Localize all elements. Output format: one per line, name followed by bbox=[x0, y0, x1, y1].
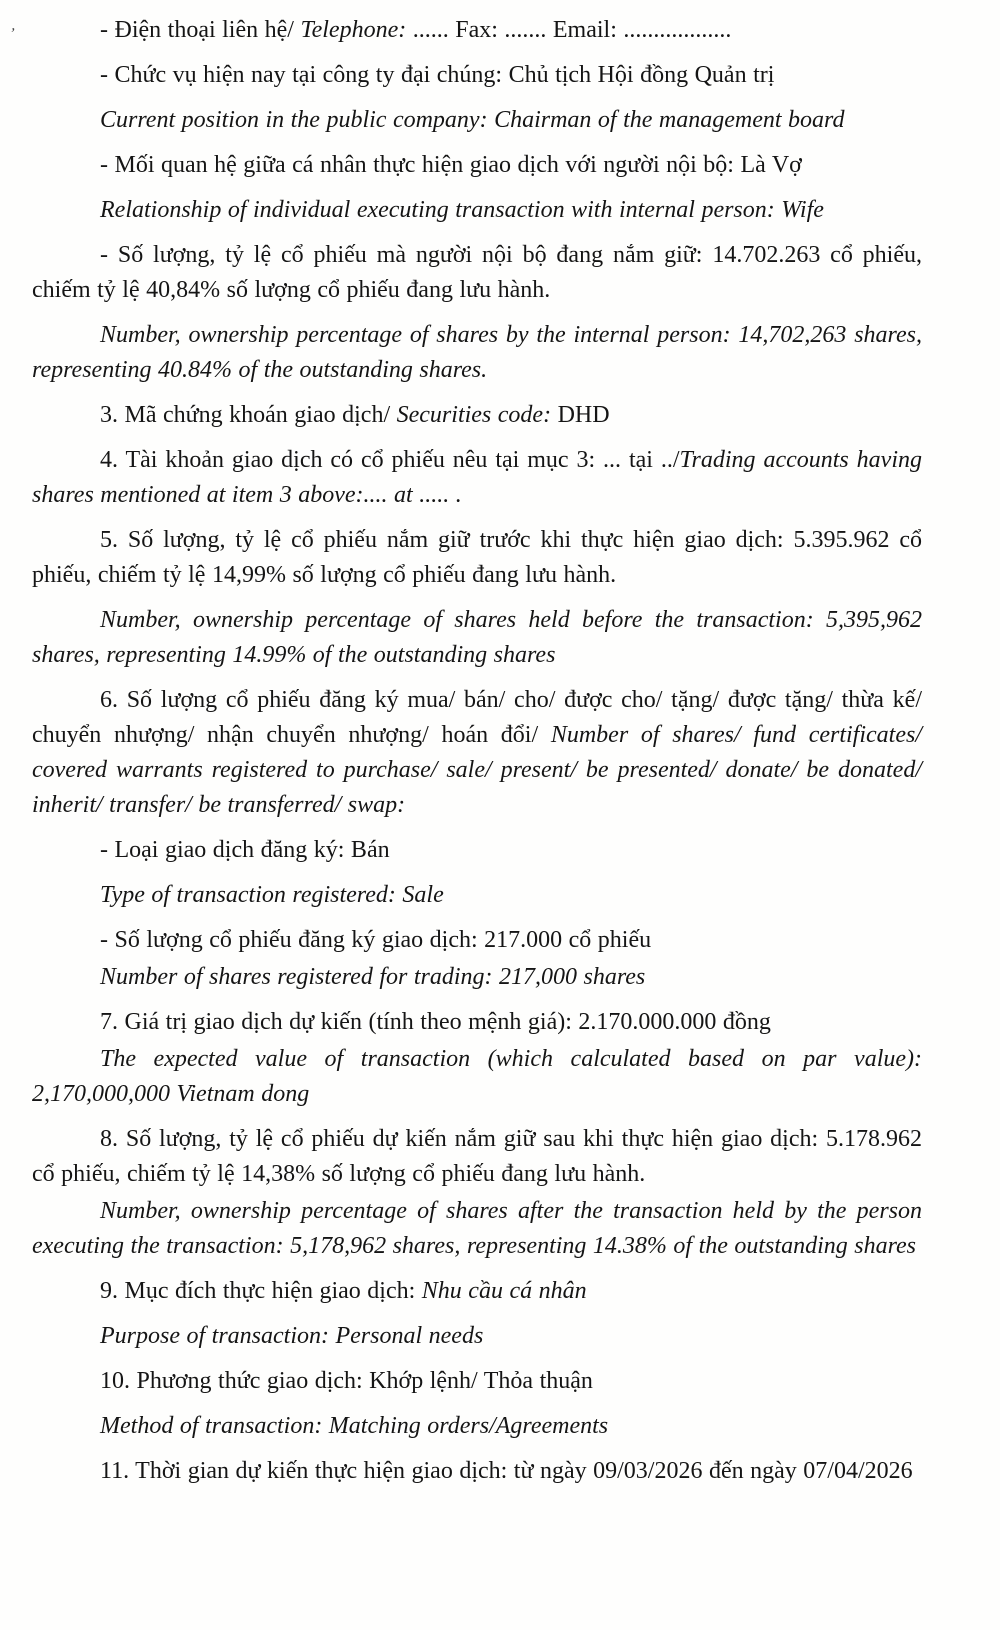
text-run: DHD bbox=[551, 402, 610, 428]
paragraph-22 bbox=[32, 1319, 922, 1354]
text-run: The expected value of transaction (which calculated based on par value): 2,170,000,000 Vietnam dong bbox=[32, 1046, 922, 1107]
paragraph-19 bbox=[32, 1122, 922, 1192]
scan-speck-artifact: ’ bbox=[8, 25, 17, 43]
text-run: 5. Số lượng, tỷ lệ cổ phiếu nắm giữ trước khi thực hiện giao dịch: 5.395.962 cổ phiếu, chiếm tỷ lệ 14,99% số lượng cổ phiếu đang lưu hành. bbox=[32, 527, 922, 588]
text-run: Number, ownership percentage of shares by the internal person: 14,702,263 shares, representing 40.84% of the outstanding shares. bbox=[32, 322, 922, 383]
paragraph-25 bbox=[32, 1454, 922, 1489]
paragraph-21 bbox=[32, 1274, 922, 1309]
text-run: Method of transaction: Matching orders/Agreements bbox=[100, 1413, 609, 1439]
text-run: 7. Giá trị giao dịch dự kiến (tính theo mệnh giá): 2.170.000.000 đồng bbox=[100, 1009, 771, 1035]
text-run: Securities code: bbox=[396, 402, 552, 428]
text-run: - Số lượng cổ phiếu đăng ký giao dịch: 217.000 cổ phiếu bbox=[100, 927, 652, 953]
text-run: - Mối quan hệ giữa cá nhân thực hiện giao dịch với người nội bộ: Là Vợ bbox=[100, 152, 802, 178]
paragraph-6 bbox=[32, 238, 922, 308]
text-run: - Loại giao dịch đăng ký: Bán bbox=[100, 837, 390, 863]
text-run: Number of shares/ fund certificates/ covered warrants registered to purchase/ sale/ present/ be presented/ donate/ be donated/ inherit/ transfer/ be transferred/ swap: bbox=[32, 722, 923, 818]
paragraph-23 bbox=[32, 1364, 922, 1399]
paragraph-9 bbox=[32, 443, 922, 513]
text-run: Number, ownership percentage of shares held before the transaction: 5,395,962 shares, representing 14.99% of the outstanding shares bbox=[32, 607, 922, 668]
text-run: Relationship of individual executing transaction with internal person: Wife bbox=[100, 197, 824, 223]
text-run: - Chức vụ hiện nay tại công ty đại chúng: Chủ tịch Hội đồng Quản trị bbox=[100, 62, 775, 88]
text-run: 6. Số lượng cổ phiếu đăng ký mua/ bán/ cho/ được cho/ tặng/ được tặng/ thừa kế/ chuyển nhượng/ nhận chuyển nhượng/ hoán đổi/ bbox=[32, 687, 922, 748]
paragraph-1 bbox=[32, 13, 922, 48]
paragraph-10 bbox=[32, 523, 922, 593]
paragraph-14 bbox=[32, 878, 922, 913]
text-run: - Số lượng, tỷ lệ cổ phiếu mà người nội bộ đang nắm giữ: 14.702.263 cổ phiếu, chiếm tỷ lệ 40,84% số lượng cổ phiếu đang lưu hành. bbox=[32, 242, 922, 303]
paragraph-17 bbox=[32, 1005, 922, 1040]
text-run: 3. Mã chứng khoán giao dịch/ bbox=[100, 402, 397, 428]
paragraph-16 bbox=[32, 960, 922, 995]
paragraph-20 bbox=[32, 1194, 922, 1264]
paragraph-18 bbox=[32, 1042, 922, 1112]
paragraph-24 bbox=[32, 1409, 922, 1444]
text-run: Current position in the public company: Chairman of the management board bbox=[100, 107, 845, 133]
text-run: Number, ownership percentage of shares after the transaction held by the person executing the transaction: 5,178,962 shares, representing 14.38% of the outstanding shares bbox=[32, 1198, 922, 1259]
text-run: 10. Phương thức giao dịch: Khớp lệnh/ Thỏa thuận bbox=[100, 1368, 593, 1394]
text-run: Nhu cầu cá nhân bbox=[421, 1278, 587, 1304]
paragraph-12 bbox=[32, 683, 922, 823]
text-run: Number of shares registered for trading: 217,000 shares bbox=[100, 964, 646, 990]
paragraph-15 bbox=[32, 923, 922, 958]
paragraph-11 bbox=[32, 603, 922, 673]
paragraph-7 bbox=[32, 318, 922, 388]
text-run: Purpose of transaction: Personal needs bbox=[100, 1323, 484, 1349]
text-run: 9. Mục đích thực hiện giao dịch: bbox=[100, 1278, 422, 1304]
text-run: ...... Fax: ....... Email: .................. bbox=[406, 17, 732, 43]
text-run: - Điện thoại liên hệ/ bbox=[100, 17, 301, 43]
text-run: 8. Số lượng, tỷ lệ cổ phiếu dự kiến nắm giữ sau khi thực hiện giao dịch: 5.178.962 cổ phiếu, chiếm tỷ lệ 14,38% số lượng cổ phiếu đang lưu hành. bbox=[32, 1126, 922, 1187]
paragraph-13 bbox=[32, 833, 922, 868]
text-run: Telephone: bbox=[300, 17, 407, 43]
paragraph-8 bbox=[32, 398, 922, 433]
text-run: Trading accounts having shares mentioned at item 3 above:.... at ..... . bbox=[32, 447, 923, 508]
paragraph-2 bbox=[32, 58, 922, 93]
text-run: 11. Thời gian dự kiến thực hiện giao dịch: từ ngày 09/03/2026 đến ngày 07/04/2026 bbox=[100, 1458, 913, 1484]
paragraph-3 bbox=[32, 103, 922, 138]
text-run: 4. Tài khoản giao dịch có cổ phiếu nêu tại mục 3: ... tại ../ bbox=[100, 447, 680, 473]
text-run: Type of transaction registered: Sale bbox=[100, 882, 444, 908]
paragraph-5 bbox=[32, 193, 922, 228]
paragraph-4 bbox=[32, 148, 922, 183]
